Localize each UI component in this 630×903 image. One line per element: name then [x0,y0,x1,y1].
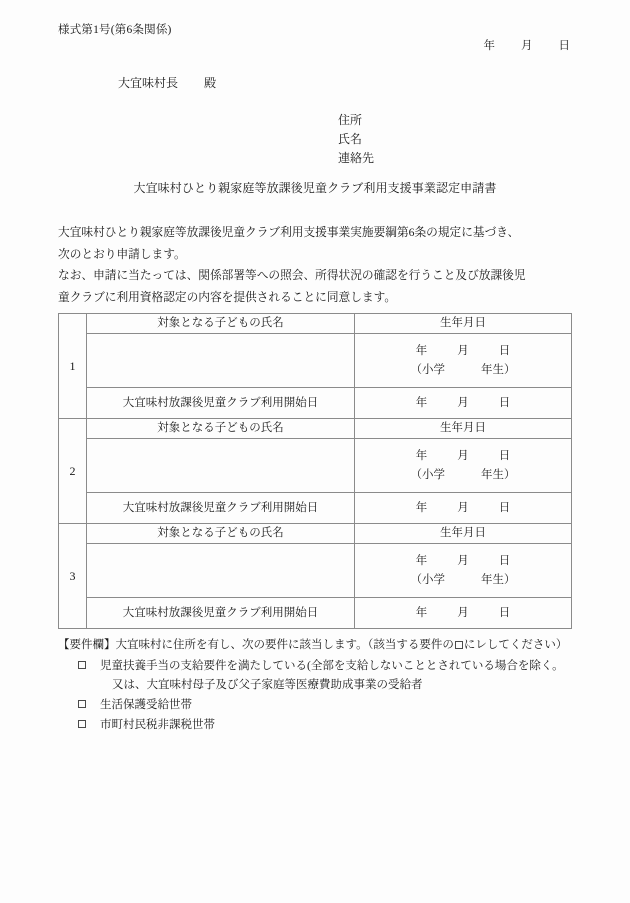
page-title: 大宜味村ひとり親家庭等放課後児童クラブ利用支援事業認定申請書 [133,181,497,195]
grade-prefix-3: （小学 [410,573,445,586]
checkbox-glyph-icon [455,641,463,649]
row-number-2: 2 [59,419,87,524]
header-child-name-1: 対象となる子どもの氏名 [87,314,355,334]
addressee-honorific: 殿 [204,76,217,90]
start-date-label-2: 大宜味村放課後児童クラブ利用開始日 [87,493,355,524]
applicant-contact-label: 連絡先 [338,151,375,165]
body-line-3: なお、申請に当たっては、関係部署等への照会、所得状況の確認を行うこと及び放課後児 [58,269,526,282]
start-date-input-1[interactable] [355,388,572,419]
birth-day-label-3: 日 [498,554,511,567]
body-line-4: 童クラブに利用資格認定の内容を提供されることに同意します。 [58,290,397,304]
requirement-subtext-1: 又は、大宜味村母子及び父子家庭等医療費助成事業の受給者 [112,679,423,691]
body-line-2: 次のとおり申請します。 [58,247,186,261]
child-name-input-2[interactable] [87,439,355,493]
birth-date-input-3[interactable] [355,544,572,598]
grade-suffix-3: 年生） [481,573,516,586]
requirements-heading-text: 大宜味村に住所を有し、次の要件に該当します。（該当する要件の [115,639,454,651]
table-row [59,598,572,629]
start-date-input-3[interactable] [355,598,572,629]
start-day-label-2: 日 [498,502,511,514]
table-row [59,419,572,439]
start-day-label-1: 日 [498,397,511,409]
table-row [59,493,572,524]
header-birth-date-1: 生年月日 [355,314,572,334]
addressee-office: 大宜味村長 [118,76,179,90]
date-line [484,37,571,53]
date-month-label: 月 [521,40,533,52]
checkbox-icon-2[interactable] [78,700,86,708]
birth-month-label-2: 月 [457,449,469,462]
applicant-fields-block [338,111,374,168]
requirements-heading-prefix: 【要件欄】 [58,639,116,651]
checkbox-icon-3[interactable] [78,720,86,728]
requirement-text-1: 児童扶養手当の支給要件を満たしている(全部を支給しないこととされている場合を除く。 [100,660,564,672]
children-table [58,313,572,629]
grade-prefix-1: （小学 [410,363,445,376]
grade-prefix-2: （小学 [410,468,445,481]
birth-day-label-1: 日 [498,344,511,357]
date-year-label: 年 [483,40,495,52]
addressee-line [118,74,216,91]
requirement-text-2: 生活保護受給世帯 [100,699,192,711]
table-row [59,524,572,544]
child-name-input-3[interactable] [87,544,355,598]
body-text [58,222,548,308]
birth-year-label-3: 年 [415,554,428,567]
requirements-section [58,636,578,735]
header-child-name-3: 対象となる子どもの氏名 [87,524,355,544]
checkbox-icon-1[interactable] [78,661,86,669]
row-number-1: 1 [59,314,87,419]
birth-date-input-1[interactable] [355,334,572,388]
birth-month-label-1: 月 [457,344,469,357]
requirements-heading [58,636,578,655]
start-date-label-3: 大宜味村放課後児童クラブ利用開始日 [87,598,355,629]
list-item[interactable] [58,696,578,715]
start-date-label-1: 大宜味村放課後児童クラブ利用開始日 [87,388,355,419]
list-item[interactable] [58,716,578,735]
start-year-label-1: 年 [415,397,428,409]
table-row [59,439,572,493]
birth-year-label-1: 年 [415,344,428,357]
birth-month-label-3: 月 [457,554,469,567]
header-child-name-2: 対象となる子どもの氏名 [87,419,355,439]
birth-day-label-2: 日 [498,449,511,462]
grade-suffix-2: 年生） [481,468,516,481]
list-item[interactable] [58,657,578,695]
start-year-label-2: 年 [415,502,428,514]
birth-date-input-2[interactable] [355,439,572,493]
table-row [59,334,572,388]
requirement-text-3: 市町村民税非課税世帯 [100,719,215,731]
header-birth-date-3: 生年月日 [355,524,572,544]
body-line-1: 大宜味村ひとり親家庭等放課後児童クラブ利用支援事業実施要綱第6条の規定に基づき、 [58,226,520,239]
start-date-input-2[interactable] [355,493,572,524]
start-month-label-3: 月 [457,607,469,619]
form-number-label: 様式第1号(第6条関係) [58,24,172,36]
requirements-heading-suffix: にレしてください） [463,639,568,651]
date-day-label: 日 [558,40,570,52]
applicant-name-label: 氏名 [338,132,363,146]
birth-year-label-2: 年 [415,449,428,462]
start-year-label-3: 年 [415,607,428,619]
table-row [59,314,572,334]
table-row [59,544,572,598]
row-number-3: 3 [59,524,87,629]
start-month-label-2: 月 [457,502,469,514]
child-name-input-1[interactable] [87,334,355,388]
start-month-label-1: 月 [457,397,469,409]
applicant-address-label: 住所 [338,113,363,127]
table-row [59,388,572,419]
start-day-label-3: 日 [498,607,511,619]
requirements-list [58,657,578,735]
grade-suffix-1: 年生） [481,363,516,376]
header-birth-date-2: 生年月日 [355,419,572,439]
